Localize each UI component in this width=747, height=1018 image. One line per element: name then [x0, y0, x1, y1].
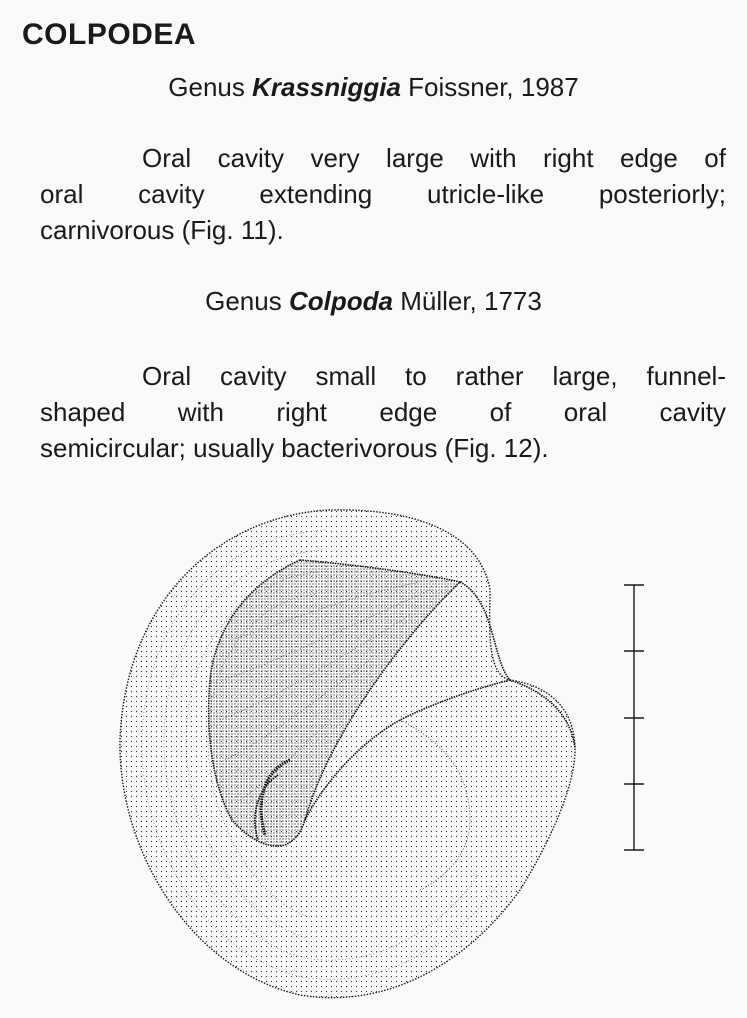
genus-title-krassniggia — [0, 72, 747, 103]
description-line: shaped with right edge of oral cavity — [40, 397, 726, 427]
description-line: Oral cavity very large with right edge of — [142, 143, 726, 173]
ciliate-figure — [0, 490, 747, 1018]
genus-prefix: Genus — [168, 72, 245, 102]
description-line: Oral cavity small to rather large, funnel- — [142, 361, 726, 391]
description-line: carnivorous (Fig. 11). — [40, 215, 284, 245]
scale-bar — [624, 585, 644, 850]
genus-description-krassniggia — [40, 140, 726, 248]
section-heading: COLPODEA — [22, 18, 197, 51]
genus-name: Krassniggia — [252, 72, 401, 102]
description-line: semicircular; usually bacterivorous (Fig. 12). — [40, 433, 549, 463]
genus-title-colpoda — [0, 286, 747, 317]
genus-authority: Foissner, 1987 — [408, 72, 579, 102]
genus-prefix: Genus — [205, 286, 282, 316]
genus-authority: Müller, 1773 — [400, 286, 542, 316]
genus-name: Colpoda — [288, 286, 393, 316]
genus-description-colpoda — [40, 358, 726, 466]
description-line: oral cavity extending utricle-like posteriorly; — [40, 179, 726, 209]
